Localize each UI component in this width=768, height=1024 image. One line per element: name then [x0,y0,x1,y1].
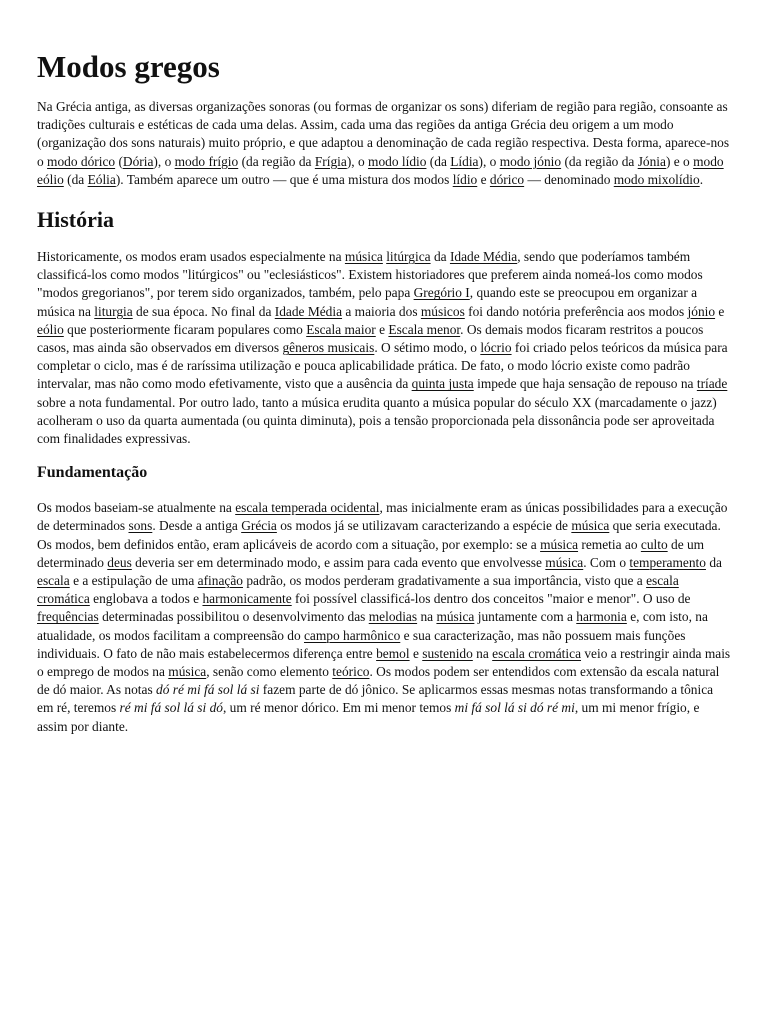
text-run: . [699,171,704,187]
text-run: . Os modos podem ser entendidos com extensão da escala natural de dó maior. As notas [37,664,720,698]
text-run: padrão, os modos perderam gradativamente a sua importância, visto que a [242,573,647,589]
link-locrio[interactable]: lócrio [480,340,512,356]
italic-notes: dó ré mi fá sol lá si [156,682,260,698]
text-run: e [715,303,725,319]
text-run: Os modos baseiam-se atualmente na [37,500,236,516]
link-escala-cromatica[interactable]: escala cromática [37,573,679,607]
link-jonia[interactable]: Jónia [637,153,666,169]
text-run: ), o [153,153,175,169]
text-run: ) e o [665,153,694,169]
link-modo-jonio[interactable]: modo jónio [499,153,562,169]
page-title: Modos gregos [37,49,220,84]
link-escala-menor[interactable]: Escala menor [388,321,461,337]
text-run: (da região da [238,153,315,169]
text-run: que seria executada. Os modos, bem definidos então, eram aplicáveis de acordo com a situação, por exemplo: se a [37,518,721,552]
link-modo-frigio[interactable]: modo frígio [174,153,239,169]
text-run: de sua época. No final da [132,303,275,319]
link-escala-temperada-ocidental[interactable]: escala temperada ocidental [235,500,380,516]
link-sustenido[interactable]: sustenido [422,645,473,661]
text-run: . O sétimo modo, o [374,340,481,356]
text-run: . Com o [583,554,630,570]
link-bemol[interactable]: bemol [376,645,410,661]
text-run: na [417,609,437,625]
fundamentacao-paragraph [37,499,732,736]
section-heading-fundamentacao: Fundamentação [37,464,148,482]
link-escala-maior[interactable]: Escala maior [306,321,376,337]
text-run: determinadas possibilitou o desenvolvimento das [98,609,369,625]
link-harmonicamente[interactable]: harmonicamente [202,591,292,607]
link-quinta-justa[interactable]: quinta justa [411,376,474,392]
link-musica[interactable]: música [571,518,610,534]
link-escala-cromatica[interactable]: escala cromática [492,645,582,661]
link-eolia[interactable]: Eólia [87,171,116,187]
text-run: Historicamente, os modos eram usados especialmente na [37,249,345,265]
link-musica[interactable]: música [436,609,475,625]
link-modo-dorico[interactable]: modo dórico [47,153,116,169]
text-run: ), o [478,153,500,169]
text-run: na [472,645,493,661]
italic-notes: ré mi fá sol lá si dó [119,700,223,716]
text-run: da [430,249,450,265]
link-afinacao[interactable]: afinação [197,573,243,589]
link-modo-mixolidio[interactable]: modo mixolídio [613,171,700,187]
link-sons[interactable]: sons [128,518,153,534]
text-run: veio a restringir ainda mais o emprego de modos na [37,645,731,680]
link-escala[interactable]: escala [37,573,70,589]
text-run: (da região da [561,153,638,169]
text-run: , um ré menor dórico. Em mi menor temos [222,700,455,716]
link-musica[interactable]: música [540,536,579,552]
link-harmonia[interactable]: harmonia [576,609,627,625]
link-liturgica[interactable]: litúrgica [386,249,431,265]
link-musica[interactable]: música [168,664,207,680]
text-run: ), o [346,153,369,169]
intro-paragraph [37,98,732,189]
link-musica[interactable]: música [344,249,383,265]
link-melodias[interactable]: melodias [368,609,418,625]
link-lidio[interactable]: lídio [452,171,478,187]
link-deus[interactable]: deus [107,554,132,570]
link-campo-harmonico[interactable]: campo harmônico [303,627,401,643]
link-idade-media[interactable]: Idade Média [449,249,518,265]
text-run: de um determinado [37,536,705,570]
text-run: foi possível classificá-los dentro dos conceitos "maior e menor". O uso de [291,591,691,607]
link-idade-media[interactable]: Idade Média [274,303,343,319]
text-run: e [375,321,389,337]
text-run: da [705,554,722,570]
section-heading-historia: História [37,207,114,233]
text-run: , sendo que poderíamos também classificá-los como modos "litúrgicos" ou "eclesiásticos". Existem historiadores que preferem ainda nomeá-los como modos "modos gregorianos", por terem sido organizados, também, pelo papa [37,249,703,301]
text-run: — denominado [524,171,614,187]
link-modo-eolio[interactable]: modo eólio [37,153,724,187]
text-run: (da [63,171,88,187]
text-run: e [477,171,490,187]
text-run: juntamente com a [474,609,577,625]
text-run: , quando este se preocupou em organizar a música na [37,285,698,319]
link-generos-musicais[interactable]: gêneros musicais [282,340,375,356]
text-run: , mas inicialmente eram as únicas possibilidades para a execução de determinados [37,500,728,534]
text-run: , um mi menor frígio, e assim por diante. [37,700,700,734]
link-triade[interactable]: tríade [696,376,728,392]
link-grecia[interactable]: Grécia [241,518,277,534]
text-run: e [409,645,423,661]
text-run: ). Também aparece um outro — que é uma mistura dos modos [115,171,453,187]
text-run: foi criado pelos teóricos da música para completar o ciclo, mas é de raríssima utilização e pouca aplicabilidade prática. De fato, o modo lócrio existe como padrão intervalar, mas não como modo efetivamente, visto que a ausência da [37,340,728,392]
text-run: (da [426,153,451,169]
link-gregorio-i[interactable]: Gregório I [413,285,470,301]
text-run: foi dando notória preferência aos modos [464,303,688,319]
link-modo-lidio[interactable]: modo lídio [368,153,427,169]
text-run: que posteriormente ficaram populares como [63,321,307,337]
link-doria[interactable]: Dória [122,153,154,169]
text-run: e a estipulação de uma [69,573,198,589]
link-musica[interactable]: música [545,554,584,570]
link-temperamento[interactable]: temperamento [629,554,706,570]
italic-notes: mi fá sol lá si dó ré mi [454,700,575,716]
text-run: a maioria dos [342,303,421,319]
link-liturgia[interactable]: liturgia [94,303,133,319]
link-teorico[interactable]: teórico [332,664,370,680]
historia-paragraph [37,248,732,448]
link-eolio[interactable]: eólio [37,321,64,337]
text-run: ( [115,153,123,169]
text-run: Na Grécia antiga, as diversas organizações sonoras (ou formas de organizar os sons) diferiam de região para região, consoante as tradições culturais e estéticas de cada uma delas. Assim, cada uma das regiões da antiga Grécia deu origem a um modo (organização dos sons naturais) muito próprio, e que adaptou a denominação de cada região respectiva. Desta forma, aparece-nos o [37,99,730,169]
link-jonio[interactable]: jónio [687,303,716,319]
link-frigia[interactable]: Frígia [314,153,347,169]
text-run: . Os demais modos ficaram restritos a poucos casos, mas ainda são observados em diversos [37,321,704,356]
link-frequencias[interactable]: frequências [37,609,99,625]
text-run: impede que haja sensação de repouso na [473,376,697,392]
text-run: englobava a todos e [89,591,203,607]
text-run: . Desde a antiga [152,518,242,534]
text-run: sobre a nota fundamental. Por outro lado, tanto a música erudita quanto a música popular do século XX (marcadamente o jazz) acolheram o uso da quarta aumentada (ou quinta diminuta), pois a tensão proporcionada pela dissonância pode ser aproveitada com finalidades expressivas. [37,394,717,447]
link-musicos[interactable]: músicos [420,303,465,319]
text-run: e, com isto, na atualidade, os modos facilitam a compreensão do [37,609,708,643]
text-run: remetia ao [578,536,641,552]
link-lidia[interactable]: Lídia [450,153,479,169]
text-run: , senão como elemento [206,664,333,680]
link-dorico[interactable]: dórico [489,171,525,187]
link-culto[interactable]: culto [640,536,668,552]
text-run: os modos já se utilizavam caracterizando a espécie de [276,518,572,534]
text-run: e sua caracterização, mas não possuem mais funções individuais. O fato de não mais estabelecermos diferença entre [37,627,686,661]
text-run: fazem parte de dó jônico. Se aplicarmos essas mesmas notas transformando a tônica em ré, teremos [37,682,714,716]
text-run: deveria ser em determinado modo, e assim para cada evento que envolvesse [131,554,546,570]
